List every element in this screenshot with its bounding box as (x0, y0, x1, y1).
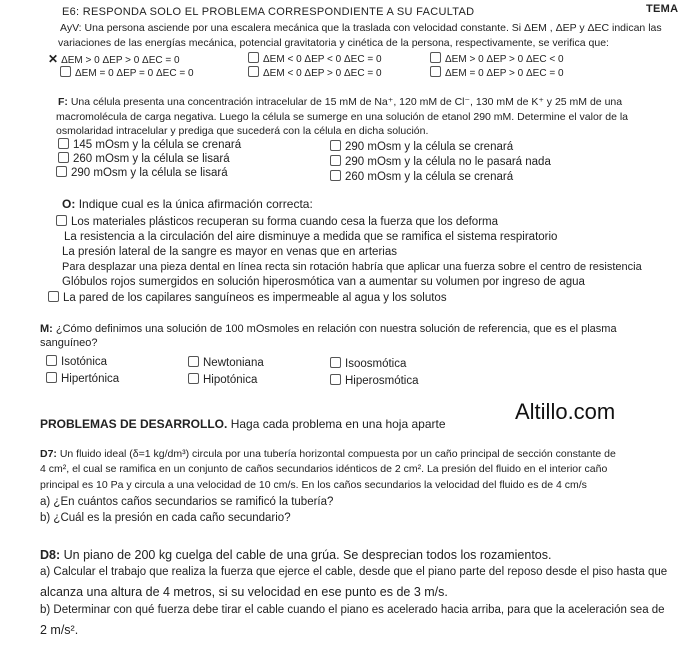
m-label: M: (40, 323, 53, 335)
f-option-1[interactable]: 145 mOsm y la célula se crenará (58, 138, 241, 151)
watermark-text: Altillo.com (515, 399, 616, 424)
d7-question-a: a) ¿En cuántos caños secundarios se ramificó la tubería? (40, 496, 334, 508)
checkbox-icon (330, 155, 341, 166)
checkbox-icon (188, 373, 199, 384)
d7-line3: principal es 10 Pa y circula a una velocidad de 10 cm/s. En los caños secundarios la velocidad del fluido es de 4 cm/s (40, 479, 587, 491)
m-option-hipotonica[interactable]: Hipotónica (188, 373, 257, 386)
f-question-line1: F: Una célula presenta una concentración intracelular de 15 mM de Na⁺, 120 mM de Cl⁻, 130 mM de K⁺ y 25 mM de una (58, 96, 623, 108)
checkbox-icon (46, 355, 57, 366)
checkbox-icon (248, 52, 259, 63)
f-option-4[interactable]: 290 mOsm y la célula no le pasará nada (330, 155, 551, 168)
checkbox-icon (48, 291, 59, 302)
exam-title: E6: RESPONDA SOLO EL PROBLEMA CORRESPONDIENTE A SU FACULTAD (62, 6, 475, 18)
checkbox-icon (58, 138, 69, 149)
ayv-text-line2: variaciones de las energías mecánica, potencial gravitatoria y cinética de la persona, respectivamente, se verifica que: (58, 37, 609, 49)
checkbox-icon (330, 374, 341, 385)
m-option-hiperosmotica[interactable]: Hiperosmótica (330, 374, 419, 387)
f-option-2[interactable]: 290 mOsm y la célula se crenará (330, 140, 513, 153)
checkbox-icon (60, 66, 71, 77)
selected-mark-icon: ✕ (48, 52, 59, 66)
o-label: O: (62, 197, 76, 211)
ayv-option-6[interactable]: ΔEM = 0 ΔEP > 0 ΔEC = 0 (430, 66, 564, 79)
o-option-6[interactable]: La pared de los capilares sanguíneos es impermeable al agua y los solutos (48, 291, 447, 304)
f-question-line2: macromolécula de carga negativa. Luego la célula se sumerge en una solución de etanol 290 mM. Determine el valor de la (56, 111, 628, 123)
o-option-1[interactable]: Los materiales plásticos recuperan su forma cuando cesa la fuerza que los deforma (56, 215, 498, 228)
m-option-newtoniana[interactable]: Newtoniana (188, 356, 264, 369)
checkbox-icon (56, 215, 67, 226)
ayv-option-4[interactable]: ΔEM = 0 ΔEP = 0 ΔEC = 0 (60, 66, 194, 79)
f-option-3[interactable]: 260 mOsm y la célula se lisará (58, 152, 230, 165)
checkbox-icon (430, 66, 441, 77)
ayv-option-1[interactable]: ✕ ΔEM > 0 ΔEP > 0 ΔEC = 0 (48, 52, 180, 66)
o-question: O: Indique cual es la única afirmación correcta: (62, 197, 313, 211)
ayv-question (60, 22, 690, 34)
m-option-isoosmotica[interactable]: Isoosmótica (330, 357, 406, 370)
checkbox-icon (430, 52, 441, 63)
d8-line2: a) Calcular el trabajo que realiza la fuerza que ejerce el cable, desde que el piano parte del reposo desde el piso hasta que (40, 566, 668, 578)
d7-line1: D7: Un fluido ideal (δ=1 kg/dm³) circula por una tubería horizontal compuesta por un caño principal de sección constante de (40, 448, 616, 460)
f-label: F: (58, 96, 68, 108)
o-option-2[interactable]: La resistencia a la circulación del aire disminuye a medida que se ramifica el sistema respiratorio (64, 231, 558, 243)
d8-line5: 2 m/s². (40, 623, 79, 637)
d7-question-b: b) ¿Cuál es la presión en cada caño secundario? (40, 512, 291, 524)
d7-label: D7: (40, 448, 57, 460)
checkbox-icon (330, 140, 341, 151)
checkbox-icon (188, 356, 199, 367)
desarrollo-title: PROBLEMAS DE DESARROLLO. (40, 417, 228, 431)
f-question-line3: osmolaridad intracelular y prediga que sucederá con la célula en dicha solución. (56, 125, 429, 137)
m-question-line2: sanguíneo? (40, 337, 98, 349)
o-option-3[interactable]: La presión lateral de la sangre es mayor en venas que en arterias (62, 246, 397, 258)
desarrollo-subtitle: Haga cada problema en una hoja aparte (230, 417, 446, 431)
desarrollo-header (40, 417, 446, 431)
o-option-4[interactable]: Para desplazar una pieza dental en línea recta sin rotación habría que aplicar una fuerza sobre el centro de resistencia (62, 261, 642, 273)
d8-line3: alcanza una altura de 4 metros, si su velocidad en ese punto es de 3 m/s. (40, 585, 448, 599)
d7-line2: 4 cm², el cual se ramifica en un conjunto de caños secundarios idénticos de 2 cm². La presión del fluido en el interior caño (40, 463, 608, 475)
o-option-5[interactable]: Glóbulos rojos sumergidos en solución hiperosmótica van a aumentar su volumen por ingreso de agua (62, 276, 585, 288)
ayv-option-3[interactable]: ΔEM > 0 ΔEP > 0 ΔEC < 0 (430, 52, 564, 65)
f-option-6[interactable]: 260 mOsm y la célula se crenará (330, 170, 513, 183)
m-option-isotonica[interactable]: Isotónica (46, 355, 107, 368)
checkbox-icon (56, 166, 67, 177)
ayv-text-line1: Una persona asciende por una escalera mecánica que la traslada con velocidad constante. Si ΔEM , ΔEP y ΔEC indican las (84, 22, 662, 34)
d8-line1: D8: Un piano de 200 kg cuelga del cable de una grúa. Se desprecian todos los rozamientos. (40, 548, 552, 562)
tema-label: TEMA (646, 3, 679, 15)
f-option-5[interactable]: 290 mOsm y la célula se lisará (56, 166, 228, 179)
m-option-hipertonica[interactable]: Hipertónica (46, 372, 119, 385)
checkbox-icon (248, 66, 259, 77)
checkbox-icon (330, 170, 341, 181)
checkbox-icon (46, 372, 57, 383)
d8-line4: b) Determinar con qué fuerza debe tirar el cable cuando el piano es acelerado hacia arriba, para que la aceleración sea de (40, 604, 665, 616)
checkbox-icon (58, 152, 69, 163)
m-question-line1: M: ¿Cómo definimos una solución de 100 mOsmoles en relación con nuestra solución de referencia, que es el plasma (40, 323, 617, 335)
d8-label: D8: (40, 548, 61, 562)
ayv-option-5[interactable]: ΔEM < 0 ΔEP > 0 ΔEC = 0 (248, 66, 382, 79)
ayv-label: AyV: (60, 22, 82, 34)
ayv-option-2[interactable]: ΔEM < 0 ΔEP < 0 ΔEC = 0 (248, 52, 382, 65)
checkbox-icon (330, 357, 341, 368)
